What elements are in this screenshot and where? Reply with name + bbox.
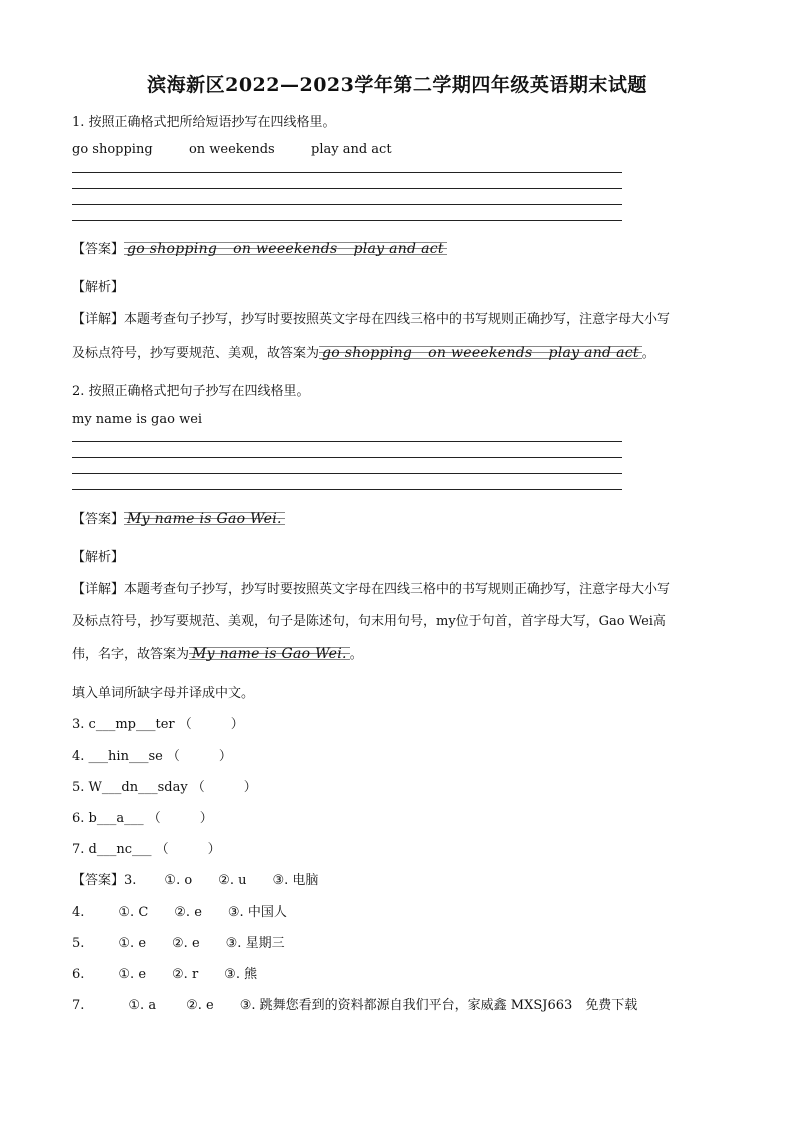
list-item: 3. c___mp___ter （ ） xyxy=(72,717,244,732)
q1-detail-line1: 【详解】本题考查句子抄写，抄写时要按照英文字母在四线三格中的书写规则正确抄写，注意字母大小写 xyxy=(72,312,671,327)
list-item: 4. ___hin___se （ ） xyxy=(72,749,232,764)
q1-phrase-3: play and act xyxy=(311,142,392,157)
list-item: 6. b___a___ （ ） xyxy=(72,811,213,826)
list-item: 7. d___nc___ （ ） xyxy=(72,842,221,857)
answer-row-3: 【答案】3. ①. o ②. u ③. 电脑 xyxy=(72,873,319,888)
list-item: 5. W___dn___sday （ ） xyxy=(72,780,257,795)
q1-prompt: 1. 按照正确格式把所给短语抄写在四线格里。 xyxy=(72,115,336,130)
q1-answer-label: 【答案】 xyxy=(72,242,125,257)
q2-four-line-grid xyxy=(72,441,622,505)
section3-instruction: 填入单词所缺字母并译成中文。 xyxy=(72,686,255,701)
answer-row-5: 5. ①. e ②. e ③. 星期三 xyxy=(72,936,285,951)
q1-four-line-grid xyxy=(72,172,622,236)
answer-row-4: 4. ①. C ②. e ③. 中国人 xyxy=(72,905,287,920)
q2-detail-line1: 【详解】本题考查句子抄写，抄写时要按照英文字母在四线三格中的书写规则正确抄写，注意字母大小写 xyxy=(72,582,671,597)
q1-detail-handwriting: go shopping on weeekends play and act xyxy=(319,344,642,362)
q2-answer-handwriting: My name is Gao Wei. xyxy=(124,510,285,528)
q1-phrase-2: on weekends xyxy=(188,142,275,157)
q2-sentence: my name is gao wei xyxy=(72,412,203,427)
q1-analysis-label: 【解析】 xyxy=(72,280,125,295)
q1-answer xyxy=(72,238,447,258)
page-title: 滨海新区2022—2023学年第二学期四年级英语期末试题 xyxy=(147,74,647,96)
q1-detail-line2: 及标点符号，抄写要规范、美观，故答案为 go shopping on weeekends play and act 。 xyxy=(72,345,655,361)
q1-answer-handwriting: go shopping on weeekends play and act xyxy=(124,240,447,258)
q1-phrase-1: go shopping xyxy=(72,142,153,157)
q2-detail-line3: 伟，名字，故答案为 My name is Gao Wei. 。 xyxy=(72,646,363,662)
answer-row-6: 6. ①. e ②. r ③. 熊 xyxy=(72,967,258,982)
q2-answer-label: 【答案】 xyxy=(72,512,125,527)
answer-row-7: 7. ①. a ②. e ③. 跳舞您看到的资料都源自我们平台，家威鑫 MXSJ663 免费下载 xyxy=(72,998,638,1013)
q2-analysis-label: 【解析】 xyxy=(72,550,125,565)
q2-detail-handwriting: My name is Gao Wei. xyxy=(189,645,350,663)
answer-label: 【答案】 xyxy=(72,873,125,888)
q2-detail-line2: 及标点符号，抄写要规范、美观，句子是陈述句，句末用句号，my位于句首，首字母大写，Gao Wei高 xyxy=(72,614,666,629)
q2-prompt: 2. 按照正确格式把句子抄写在四线格里。 xyxy=(72,384,310,399)
q2-answer xyxy=(72,508,285,528)
q1-phrases xyxy=(72,142,392,157)
